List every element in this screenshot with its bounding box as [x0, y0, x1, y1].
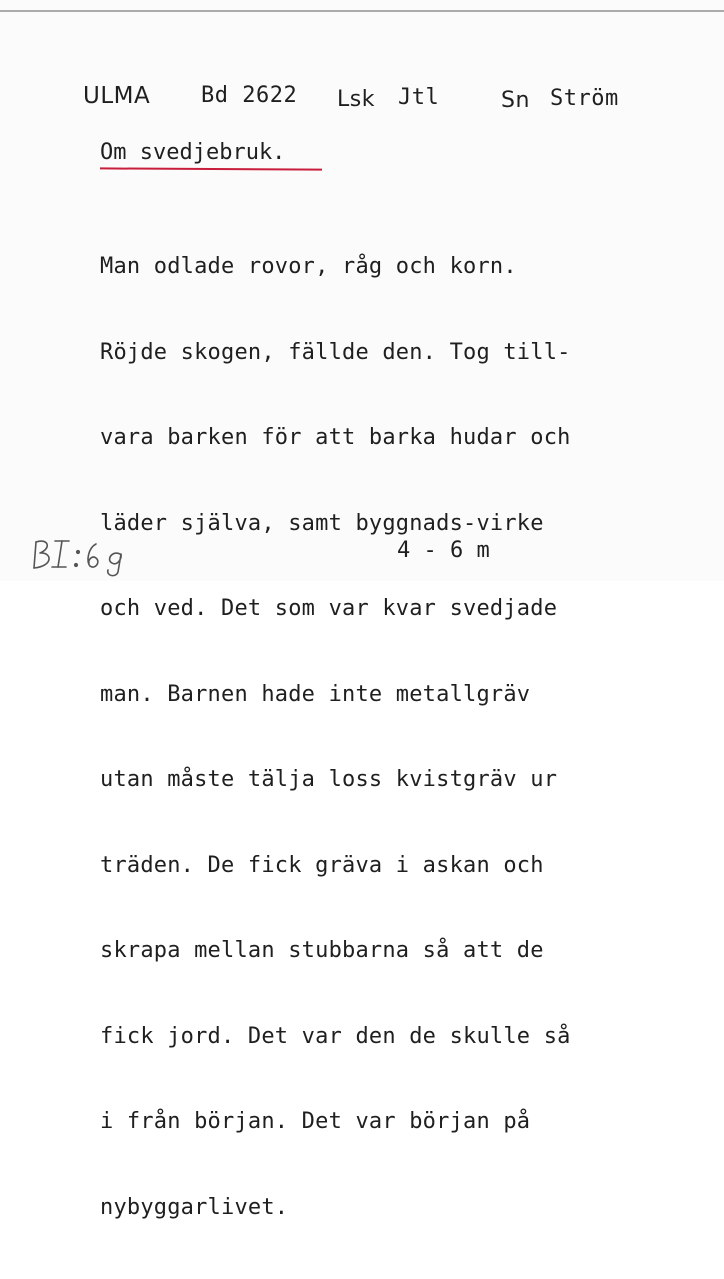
signature-drawing — [28, 532, 158, 576]
body-line: Man odlade rovor, råg och korn. — [100, 254, 517, 279]
body-line: och ved. Det som var kvar svedjade — [100, 596, 558, 621]
body-line: i från början. Det var början på — [100, 1109, 531, 1134]
card-top-edge — [0, 10, 724, 12]
socken-label: Sn — [501, 88, 530, 113]
body-line: nybyggarlivet. — [100, 1194, 289, 1220]
body-line: Röjde skogen, fällde den. Tog till- — [100, 339, 571, 365]
body-line: träden. De fick gräva i askan och — [100, 852, 544, 878]
card-body-text — [100, 196, 571, 1279]
title-underline — [100, 167, 322, 170]
province-name: Jtl — [398, 85, 440, 110]
volume-number: Bd 2622 — [201, 83, 298, 108]
parish-name: Ström — [550, 86, 619, 111]
body-line: man. Barnen hade inte metallgräv — [100, 681, 531, 707]
body-line: läder själva, samt byggnads-virke — [100, 510, 544, 536]
body-line: vara barken för att barka hudar och — [100, 425, 571, 450]
card-title: Om svedjebruk. — [100, 140, 286, 165]
handwritten-signature — [28, 532, 158, 576]
landskap-label: Lsk — [337, 87, 375, 112]
body-line: fick jord. Det var den de skulle så — [100, 1023, 571, 1049]
archive-name: ULMA — [83, 83, 151, 109]
body-line: skrapa mellan stubbarna så att de — [100, 938, 544, 963]
body-line: utan måste tälja loss kvistgräv ur — [100, 767, 558, 792]
page-reference: 4 - 6 m — [397, 538, 490, 563]
